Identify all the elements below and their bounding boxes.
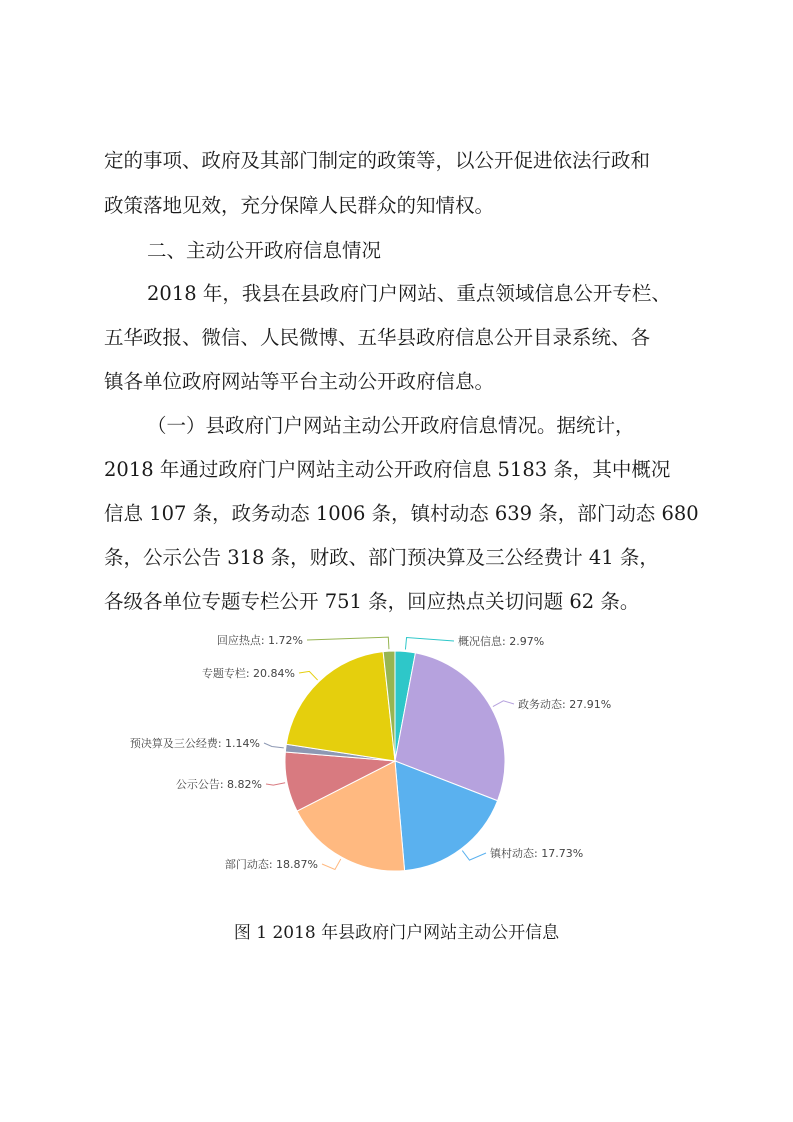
paragraph-line: 镇各单位政府网站等平台主动公开政府信息。 [104,370,495,393]
slice-label: 专题专栏: 20.84% [201,667,295,680]
leader-line [405,638,454,650]
slice-label: 政务动态: 27.91% [518,698,612,711]
paragraph-line: 条，公示公告 318 条，财政、部门预决算及三公经费计 41 条， [104,546,659,569]
slice-label: 概况信息: 2.97% [458,635,545,648]
leader-line [493,701,514,707]
slice-label: 公示公告: 8.82% [175,778,262,791]
leader-line [322,859,341,869]
slice-label: 部门动态: 18.87% [224,858,318,871]
pie-chart-svg [90,625,690,895]
pie-slice [286,652,395,761]
leader-line [264,743,284,748]
section-heading: 二、主动公开政府信息情况 [147,239,382,262]
pie-chart [90,625,690,895]
paragraph-line: 各级各单位专题专栏公开 751 条，回应热点关切问题 62 条。 [104,590,640,613]
leader-line [462,851,486,861]
paragraph-line: （一）县政府门户网站主动公开政府信息情况。据统计， [147,414,635,437]
figure-caption: 图 1 2018 年县政府门户网站主动公开信息 [233,923,560,943]
leader-line [266,783,285,785]
paragraph-line: 五华政报、微信、人民微博、五华县政府信息公开目录系统、各 [104,326,651,349]
paragraph-line: 2018 年，我县在县政府门户网站、重点领域信息公开专栏、 [147,282,671,305]
leader-line [307,637,389,649]
slice-label: 镇村动态: 17.73% [490,847,584,860]
slice-label: 预决算及三公经费: 1.14% [129,737,260,750]
paragraph-line: 2018 年通过政府门户网站主动公开政府信息 5183 条，其中概况 [104,458,671,481]
leader-line [299,671,318,680]
paragraph-line: 政策落地见效，充分保障人民群众的知情权。 [104,194,495,217]
paragraph-line: 定的事项、政府及其部门制定的政策等，以公开促进依法行政和 [104,149,651,172]
slice-label: 回应热点: 1.72% [216,634,303,647]
paragraph-line: 信息 107 条，政务动态 1006 条，镇村动态 639 条，部门动态 680 [104,502,699,525]
